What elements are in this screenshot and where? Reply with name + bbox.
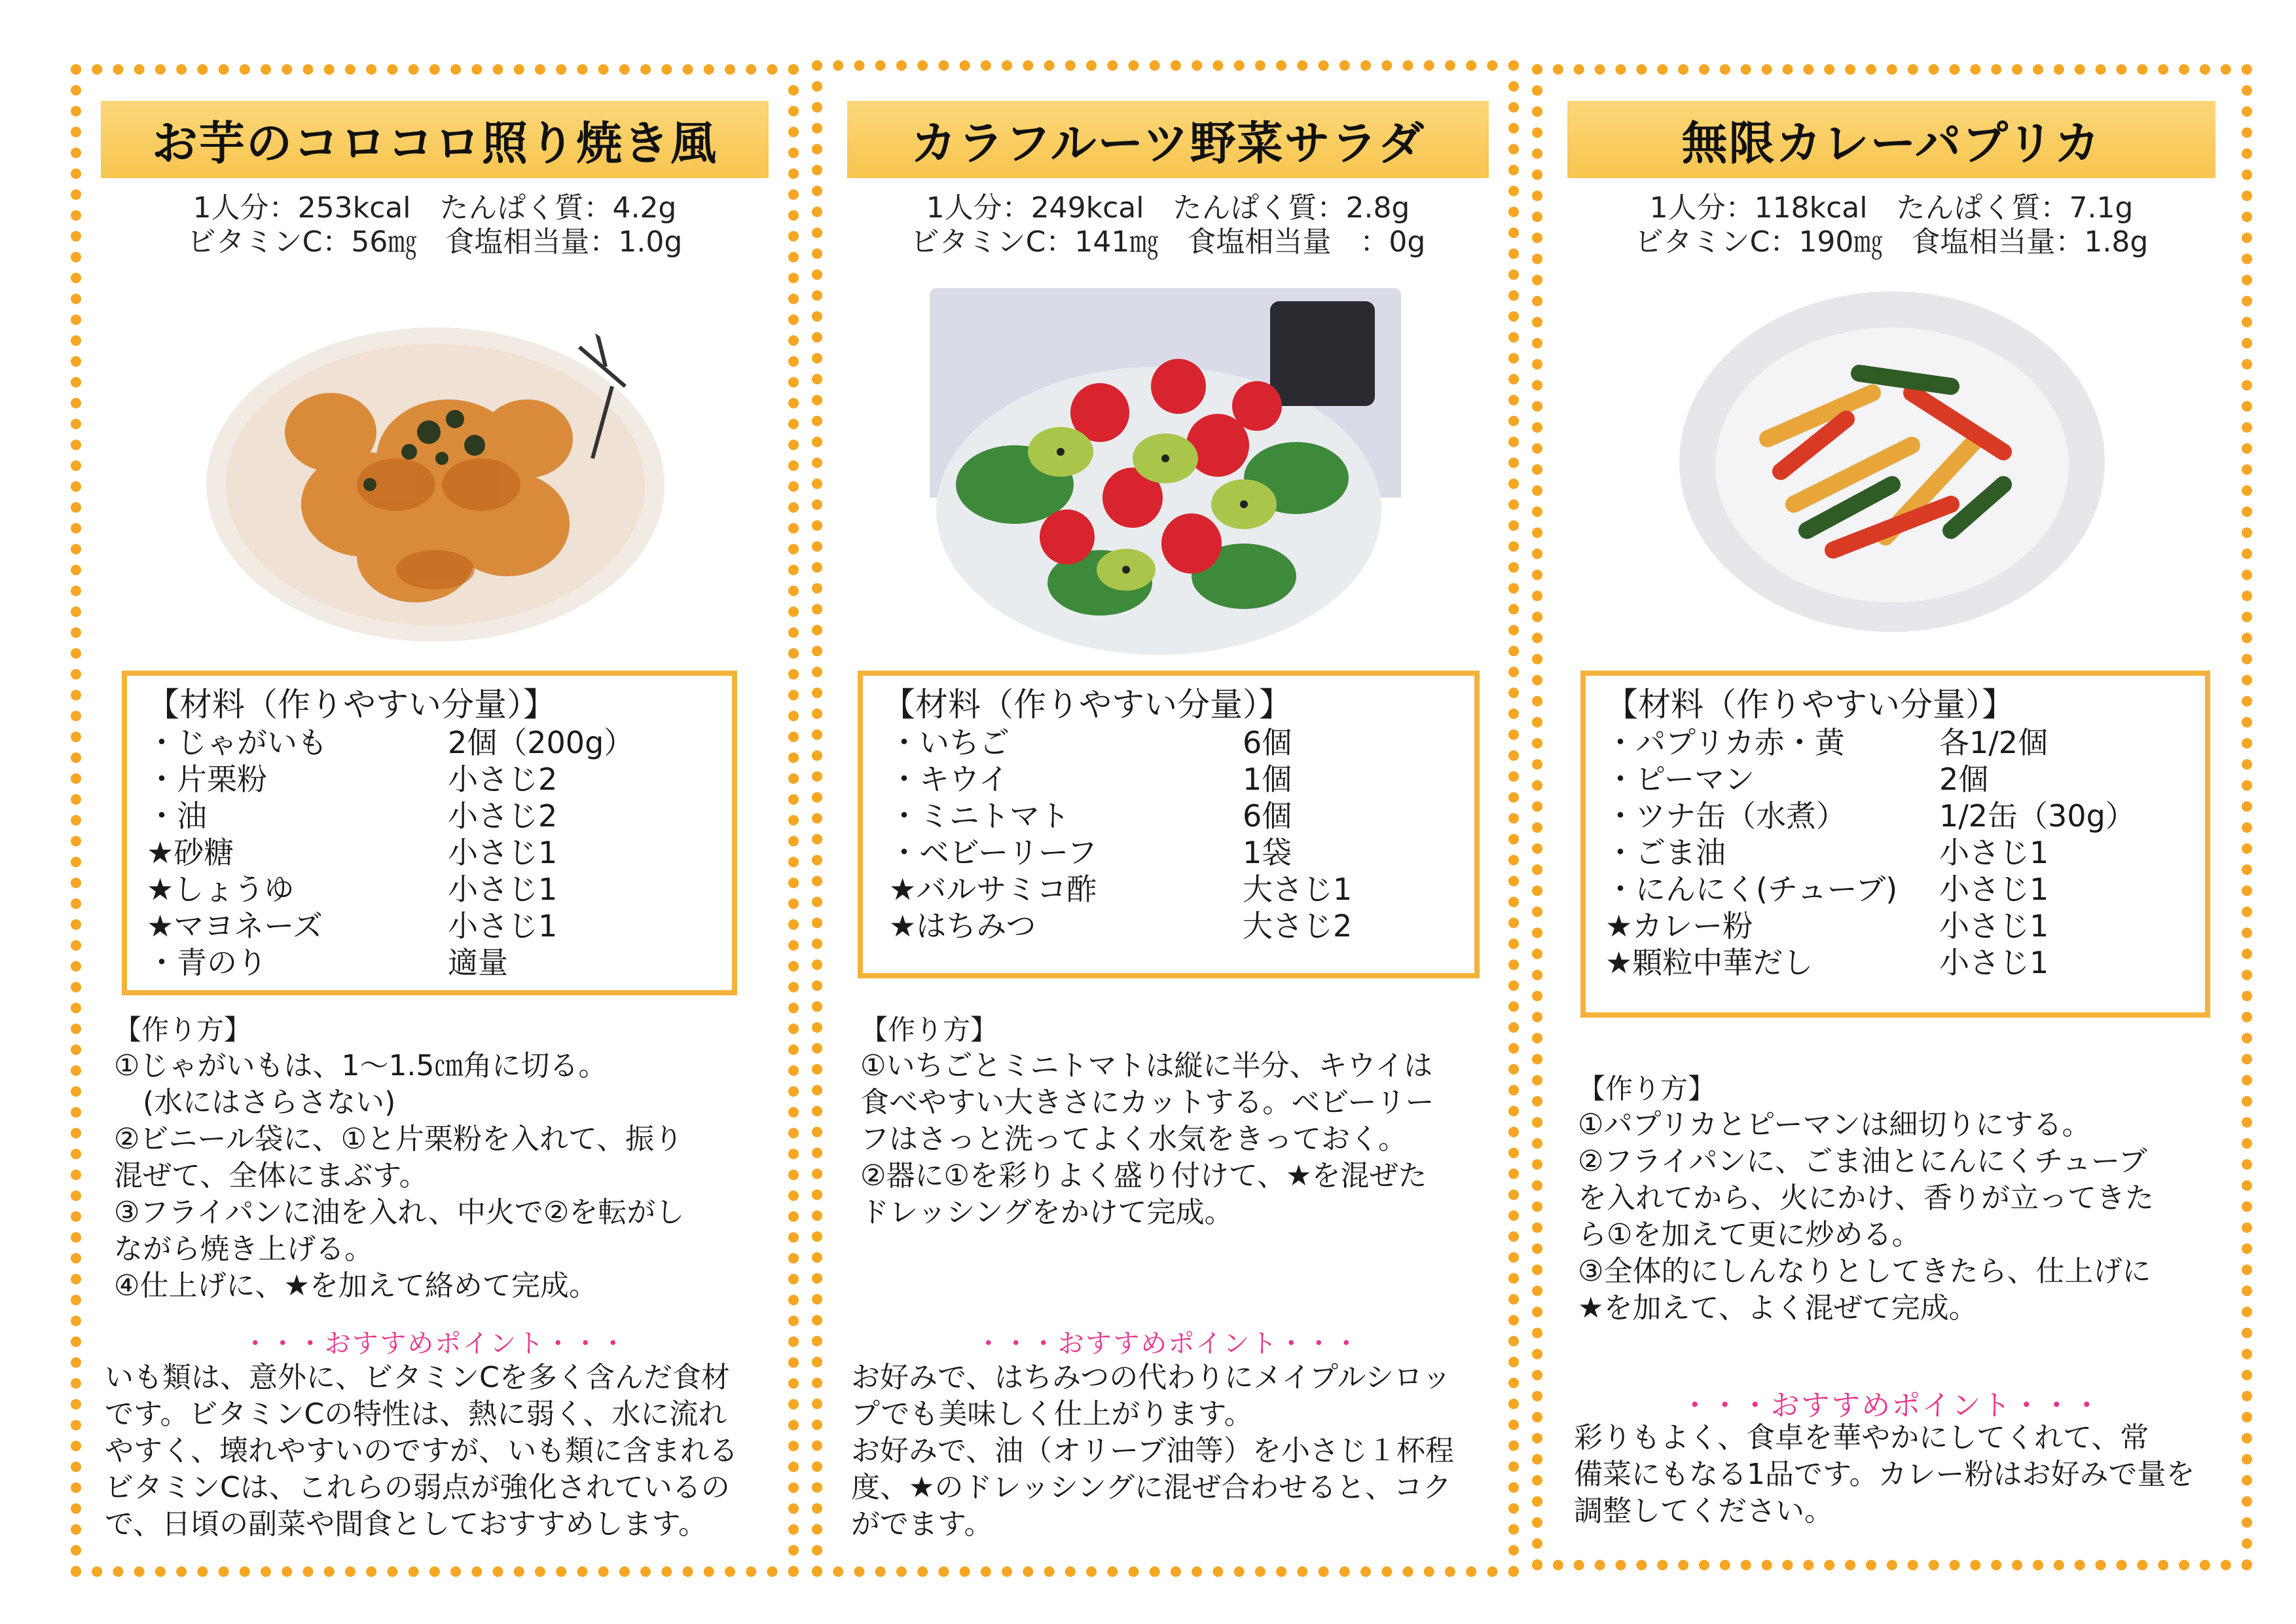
ingredient-qty: 小さじ1 (1939, 908, 2049, 944)
ingredient-name: ★はちみつ (889, 908, 1036, 944)
point-line: お好みで、はちみつの代わりにメイプルシロッ (851, 1361, 1451, 1394)
ingredient-row (1605, 908, 2192, 944)
nutrition-line: ビタミンC：190㎎ 食塩相当量：1.8g (1634, 225, 2149, 259)
ingredient-qty: 大さじ2 (1243, 908, 1353, 944)
fruit-salad-photo (930, 288, 1401, 661)
method-step: を入れてから、火にかけ、香りが立ってきた (1578, 1181, 2154, 1215)
ingredient-row (147, 834, 719, 871)
method-1 (114, 1012, 769, 1304)
method-heading: 【作り方】 (1578, 1073, 1716, 1105)
method-step: ②ビニール袋に、①と片栗粉を入れて、振り (114, 1122, 683, 1156)
ingredients-heading: 【材料（作りやすい分量）】 (883, 686, 1292, 724)
ingredient-row (883, 798, 1461, 834)
ingredients-heading: 【材料（作りやすい分量）】 (1605, 686, 2014, 724)
nutrition-info-2 (847, 191, 1489, 259)
ingredient-qty: 6個 (1243, 725, 1292, 760)
method-step: (水にはさらさない) (114, 1086, 396, 1119)
nutrition-info-1 (101, 191, 769, 259)
ingredient-row (883, 724, 1461, 761)
ingredient-name: ・にんにく(チューブ) (1605, 872, 1898, 907)
ingredient-name: ・ピーマン (1605, 762, 1755, 797)
ingredient-name: ・ツナ缶（水煮） (1605, 798, 1846, 834)
ingredient-qty: 1袋 (1243, 835, 1292, 870)
ingredient-row (147, 871, 719, 908)
ingredient-row (1605, 798, 2192, 834)
fried-potato-image (200, 288, 665, 645)
method-heading: 【作り方】 (860, 1014, 998, 1046)
point-line: がでます。 (851, 1507, 993, 1541)
method-step: ①じゃがいもは、1～1.5㎝角に切る。 (114, 1049, 608, 1082)
ingredient-qty: 1/2缶（30g） (1939, 798, 2136, 834)
ingredient-row (1605, 834, 2192, 871)
ingredient-qty: 2個（200g） (448, 725, 634, 760)
method-step: ①いちごとミニトマトは縦に半分、キウイは (860, 1049, 1433, 1082)
ingredient-qty: 適量 (448, 945, 508, 980)
ingredient-qty: 小さじ1 (1939, 835, 2049, 870)
ingredient-qty: 小さじ2 (448, 798, 558, 834)
ingredient-name: ・キウイ (889, 762, 1009, 797)
point-line: ビタミンCは、これらの弱点が強化されているの (105, 1471, 730, 1504)
method-step: ながら焼き上げる。 (114, 1232, 373, 1266)
method-2 (860, 1012, 1489, 1231)
ingredients-box-1 (122, 671, 737, 995)
nutrition-line: ビタミンC：141㎎ 食塩相当量 ：0g (910, 225, 1426, 259)
recipe-title-2: カラフルーツ野菜サラダ (847, 101, 1489, 178)
point-line: で、日頃の副菜や間食としておすすめします。 (105, 1507, 708, 1541)
curry-paprika-photo (1676, 288, 2108, 635)
ingredient-row (883, 871, 1461, 908)
ingredient-qty: 小さじ1 (1939, 945, 2049, 980)
ingredient-row (1605, 761, 2192, 798)
ingredient-qty: 小さじ1 (448, 908, 558, 944)
ingredients-box-3 (1580, 671, 2210, 1018)
ingredient-name: ・じゃがいも (147, 725, 327, 760)
ingredient-name: ・片栗粉 (147, 762, 267, 797)
ingredient-name: ・青のり (147, 945, 267, 980)
method-step: ドレッシングをかけて完成。 (860, 1196, 1233, 1229)
method-3 (1578, 1071, 2232, 1327)
nutrition-line: 1人分：253kcal たんぱく質：4.2g (192, 191, 677, 225)
method-step: ①パプリカとピーマンは細切りにする。 (1578, 1108, 2091, 1141)
ingredient-name: ・いちご (889, 725, 1010, 760)
ingredient-qty: 小さじ1 (1939, 872, 2049, 907)
point-line: 調整してください。 (1574, 1494, 1833, 1528)
point-line: です。ビタミンCの特性は、熱に弱く、水に流れ (105, 1397, 727, 1431)
recommend-point-text-2 (851, 1359, 1506, 1543)
point-line: 彩りもよく、食卓を華やかにしてくれて、常 (1574, 1421, 2149, 1454)
ingredients-heading: 【材料（作りやすい分量）】 (147, 686, 556, 724)
method-step: 食べやすい大きさにカットする。ベビーリー (860, 1086, 1434, 1119)
ingredient-name: ★カレー粉 (1605, 908, 1753, 944)
nutrition-line: 1人分：118kcal たんぱく質：7.1g (1649, 191, 2134, 225)
ingredient-qty: 6個 (1243, 798, 1292, 834)
ingredient-name: ★砂糖 (147, 835, 234, 870)
point-line: いも類は、意外に、ビタミンCを多く含んだ食材 (105, 1361, 730, 1394)
ingredient-qty: 2個 (1939, 762, 1989, 797)
point-line: 度、★のドレッシングに混ぜ合わせると、コク (851, 1471, 1452, 1504)
recommend-point-heading-1: ・・・おすすめポイント・・・ (242, 1329, 628, 1359)
method-step: ④仕上げに、★を加えて絡めて完成。 (114, 1269, 598, 1302)
nutrition-line: 1人分：249kcal たんぱく質：2.8g (926, 191, 1410, 225)
ingredient-name: ・油 (147, 798, 207, 834)
fruit-salad-image (930, 288, 1401, 661)
ingredient-row (1605, 871, 2192, 908)
recommend-point-text-1 (105, 1359, 779, 1543)
ingredient-name: ★顆粒中華だし (1605, 945, 1813, 980)
recipe-title-1: お芋のコロコロ照り焼き風 (101, 101, 769, 178)
ingredient-row (147, 798, 719, 834)
ingredient-row (1605, 944, 2192, 981)
method-step: フはさっと洗ってよく水気をきっておく。 (860, 1122, 1408, 1156)
point-line: 備菜にもなる1品です。カレー粉はお好みで量を (1574, 1458, 2195, 1491)
method-step: ③フライパンに油を入れ、中火で②を転がし (114, 1196, 685, 1229)
ingredient-name: ★バルサミコ酢 (889, 872, 1097, 907)
ingredient-row (147, 908, 719, 944)
method-step: 混ぜて、全体にまぶす。 (114, 1159, 428, 1192)
ingredient-qty: 小さじ1 (448, 835, 558, 870)
method-step: ら①を加えて更に炒める。 (1578, 1218, 1921, 1251)
nutrition-line: ビタミンC：56㎎ 食塩相当量：1.0g (187, 225, 683, 259)
method-heading: 【作り方】 (114, 1014, 252, 1046)
ingredient-row (147, 724, 719, 761)
point-line: やすく、壊れやすいのですが、いも類に含まれる (105, 1434, 738, 1467)
ingredient-row (1605, 724, 2192, 761)
ingredient-qty: 各1/2個 (1939, 725, 2049, 760)
ingredient-row (883, 761, 1461, 798)
ingredient-qty: 小さじ1 (448, 872, 558, 907)
ingredient-name: ・ごま油 (1605, 835, 1726, 870)
method-step: ②器に①を彩りよく盛り付けて、★を混ぜた (860, 1159, 1427, 1192)
ingredient-row (883, 908, 1461, 944)
ingredient-name: ・ミニトマト (889, 798, 1070, 834)
ingredient-qty: 1個 (1243, 762, 1292, 797)
point-line: お好みで、油（オリーブ油等）を小さじ１杯程 (851, 1434, 1454, 1467)
ingredients-box-2 (858, 671, 1480, 978)
ingredient-name: ・パプリカ赤・黄 (1605, 725, 1845, 760)
ingredient-name: ・ベビーリーフ (889, 835, 1097, 870)
recipe-title-3: 無限カレーパプリカ (1567, 101, 2215, 178)
recommend-point-heading-3: ・・・おすすめポイント・・・ (1680, 1389, 2103, 1422)
ingredient-qty: 小さじ2 (448, 762, 558, 797)
ingredient-qty: 大さじ1 (1243, 872, 1353, 907)
ingredient-name: ★しょうゆ (147, 872, 295, 907)
recommend-point-text-3 (1574, 1420, 2229, 1530)
ingredient-row (883, 834, 1461, 871)
method-step: ②フライパンに、ごま油とにんにくチューブ (1578, 1145, 2147, 1178)
point-line: プでも美味しく仕上がります。 (851, 1397, 1253, 1431)
method-step: ③全体的にしんなりとしてきたら、仕上げに (1578, 1255, 2151, 1288)
method-step: ★を加えて、よく混ぜて完成。 (1578, 1291, 1978, 1325)
nutrition-info-3 (1567, 191, 2215, 259)
fried-potato-photo (200, 288, 665, 645)
ingredient-name: ★マヨネーズ (147, 908, 323, 944)
ingredient-row (147, 761, 719, 798)
ingredient-row (147, 944, 719, 981)
curry-paprika-image (1676, 288, 2108, 635)
recommend-point-heading-2: ・・・おすすめポイント・・・ (975, 1329, 1361, 1359)
